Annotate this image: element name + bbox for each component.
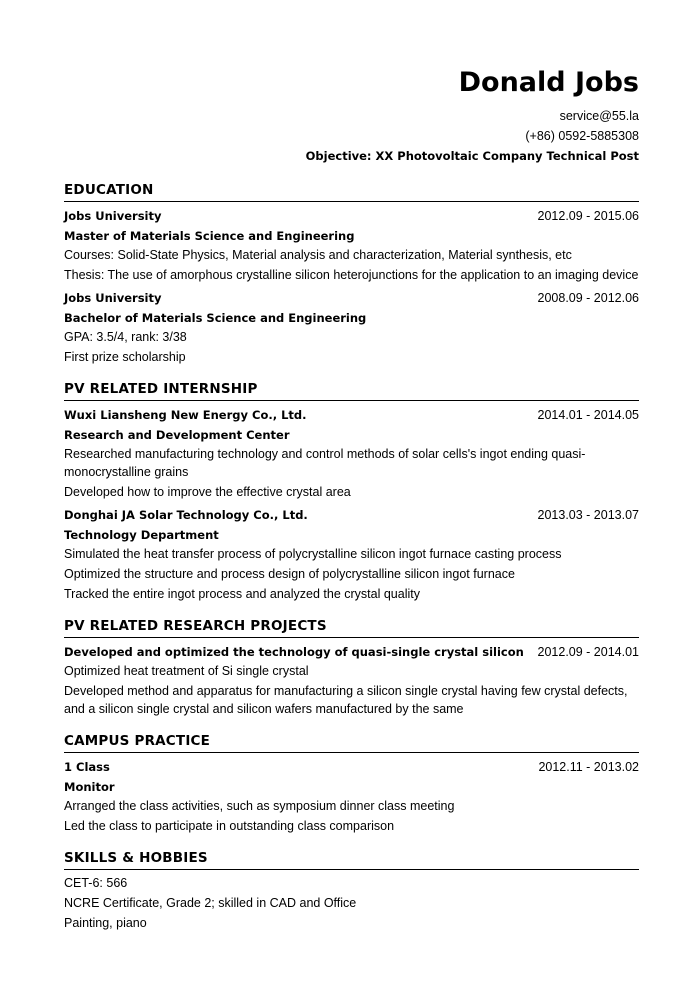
entry-line: Developed method and apparatus for manufacturing a silicon single crystal having few crystal defects, and a silicon single crystal and silicon wafers manufactured by the same (64, 684, 628, 716)
entry-line: Optimized the structure and process design of polycrystalline silicon ingot furnace (64, 567, 515, 581)
entry-role: Monitor (64, 780, 115, 794)
entry-org: Jobs University (64, 209, 162, 223)
skill-line: Painting, piano (64, 916, 147, 930)
entry-line: Optimized heat treatment of Si single crystal (64, 664, 309, 678)
entry-org: Wuxi Liansheng New Energy Co., Ltd. (64, 408, 307, 422)
section-title-education: EDUCATION (64, 181, 639, 202)
entry-date: 2012.11 - 2013.02 (538, 760, 639, 774)
skill-line: CET-6: 566 (64, 876, 128, 890)
section-title-internship: PV RELATED INTERNSHIP (64, 380, 639, 401)
section-title-skills: SKILLS & HOBBIES (64, 849, 639, 870)
entry-org: Jobs University (64, 291, 162, 305)
entry-line: Arranged the class activities, such as symposium dinner class meeting (64, 799, 455, 813)
entry-role: Research and Development Center (64, 428, 290, 442)
internship-entry (64, 405, 639, 501)
internship-entry (64, 505, 639, 603)
entry-org: Developed and optimized the technology of quasi-single crystal silicon (64, 645, 524, 659)
contact-email: service@55.la (559, 109, 639, 123)
entry-line: Researched manufacturing technology and control methods of solar cells's ingot ending quasi-monocrystalline grains (64, 447, 586, 479)
section-title-campus: CAMPUS PRACTICE (64, 732, 639, 753)
research-entry (64, 642, 639, 718)
objective: Objective: XX Photovoltaic Company Technical Post (305, 149, 639, 163)
skill-line: NCRE Certificate, Grade 2; skilled in CAD and Office (64, 896, 357, 910)
entry-date: 2013.03 - 2013.07 (537, 508, 639, 522)
education-entry (64, 288, 639, 366)
resume-page (64, 0, 639, 934)
entry-line: GPA: 3.5/4, rank: 3/38 (64, 330, 187, 344)
entry-date: 2012.09 - 2014.01 (537, 645, 639, 659)
entry-role: Bachelor of Materials Science and Engineering (64, 311, 367, 325)
education-entry (64, 206, 639, 284)
campus-entry (64, 757, 639, 835)
candidate-name: Donald Jobs (458, 67, 639, 98)
entry-date: 2012.09 - 2015.06 (537, 209, 639, 223)
contact-phone: (+86) 0592-5885308 (525, 129, 639, 143)
entry-org: 1 Class (64, 760, 110, 774)
entry-line: Developed how to improve the effective crystal area (64, 485, 351, 499)
entry-org: Donghai JA Solar Technology Co., Ltd. (64, 508, 308, 522)
entry-line: Led the class to participate in outstanding class comparison (64, 819, 395, 833)
entry-line: Courses: Solid-State Physics, Material analysis and characterization, Material synthesis, etc (64, 248, 572, 262)
entry-line: Thesis: The use of amorphous crystalline silicon heterojunctions for the application to an imaging device (64, 268, 639, 282)
section-title-research: PV RELATED RESEARCH PROJECTS (64, 617, 639, 638)
entry-line: Simulated the heat transfer process of polycrystalline silicon ingot furnace casting process (64, 547, 562, 561)
entry-role: Technology Department (64, 528, 219, 542)
entry-line: First prize scholarship (64, 350, 186, 364)
entry-date: 2008.09 - 2012.06 (537, 291, 639, 305)
entry-role: Master of Materials Science and Engineering (64, 229, 355, 243)
entry-date: 2014.01 - 2014.05 (537, 408, 639, 422)
entry-line: Tracked the entire ingot process and analyzed the crystal quality (64, 587, 420, 601)
